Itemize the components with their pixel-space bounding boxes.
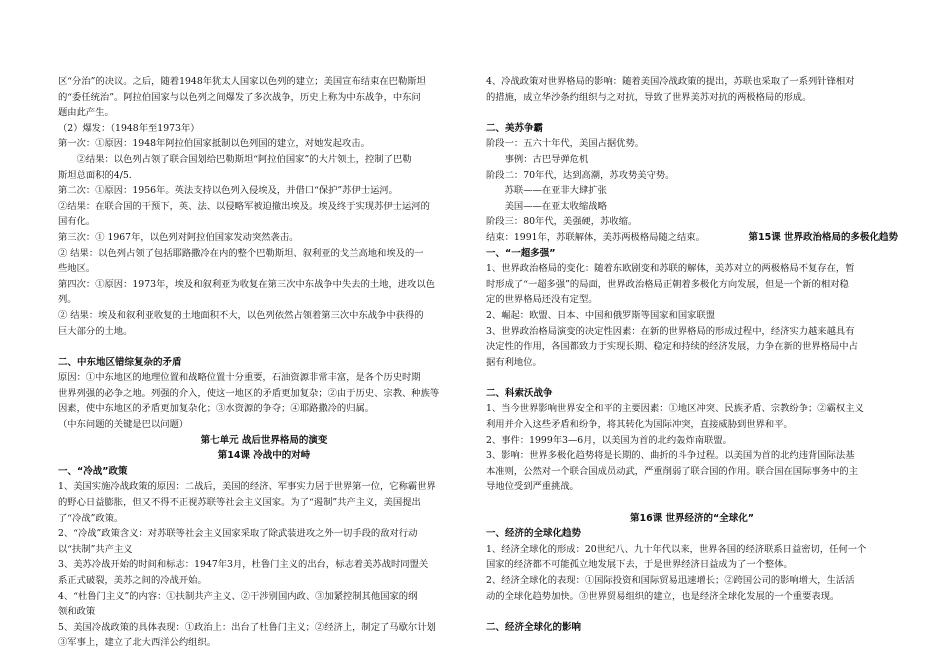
paragraph-line: 因素，使中东地区的矛盾更加复杂化；③水资源的争夺；④耶路撒冷的归属。 — [58, 403, 375, 415]
paragraph-line: 3、美苏冷战开始的时间和标志：1947年3月，杜鲁门主义的出台，标志着美苏战时同盟关 — [58, 559, 429, 571]
unit-title: 第14课 冷战中的对峙 — [217, 450, 311, 462]
section-heading: 二、中东地区错综复杂的矛盾 — [58, 356, 182, 368]
paragraph-line: 1、当今世界影响世界安全和平的主要因素：①地区冲突、民族矛盾、宗教纷争；②霸权主义 — [486, 403, 864, 415]
paragraph-line: 系正式破裂，美苏之间的冷战开始。 — [58, 575, 207, 586]
left-column — [58, 74, 470, 651]
unit-title: 第七单元 战后世界格局的演变 — [200, 434, 328, 446]
blank-line — [486, 370, 898, 386]
paragraph-line: 决定性的作用，各国都致力于实现长期、稳定和持续的经济发展，力争在新的世界格局中占 — [486, 341, 858, 353]
paragraph-line: 事例：古巴导弹危机 — [486, 153, 589, 165]
section-heading: 二、经济全球化的影响 — [486, 621, 582, 633]
paragraph-line: 1、世界政治格局的变化：随着东欧剧变和苏联的解体，美苏对立的两极格局不复存在，暂 — [486, 263, 855, 275]
blank-line — [486, 105, 898, 121]
paragraph-line: 国有化。 — [58, 216, 96, 228]
paragraph-line: 结束：1991年，苏联解体，美苏两极格局随之结束。 — [486, 231, 705, 243]
mixed-line — [486, 230, 898, 246]
paragraph-line: 第一次：①原因：1948年阿拉伯国家抵制以色列国的建立，对她发起攻击。 — [58, 138, 370, 150]
paragraph-line: 1、经济全球化的形成：20世纪八、九十年代以来，世界各国的经济联系日益密切，任何一个 — [486, 543, 867, 555]
section-heading: 一、“一超多强” — [486, 247, 556, 259]
paragraph-line: 利用并介入这些矛盾和纷争，将其转化为国际冲突，直接威胁到世界和平。 — [486, 419, 793, 431]
paragraph-line: 了“冷战”政策。 — [58, 512, 124, 524]
paragraph-line: （中东问题的关键是巴以问题） — [58, 419, 189, 431]
paragraph-line: 动的全球化趋势加快。③世界贸易组织的建立，也是经济全球化发展的一个重要表现。 — [486, 590, 840, 602]
paragraph-line: 阶段二：70年代，达到高潮，苏攻势美守势。 — [486, 169, 675, 181]
paragraph-line: 斯坦总面积的4/5. — [58, 169, 132, 181]
paragraph-line: （2）爆发：（1948年至1973年） — [58, 122, 200, 134]
paragraph-line: 原因：①中东地区的地理位置和战略位置十分重要，石油资源非常丰富，是各个历史时期 — [58, 372, 421, 384]
paragraph-line: 领和政策 — [58, 606, 96, 618]
paragraph-line: ②结果：在联合国的干预下，英、法、以侵略军被迫撤出埃及。埃及终于实现苏伊士运河的 — [58, 200, 430, 212]
paragraph-line: 时形成了“一超多强”的局面，世界政治格局正朝着多极化方向发展，但是一个新的相对稳 — [486, 278, 849, 290]
paragraph-line: 以“扶制”共产主义 — [58, 543, 133, 555]
paragraph-line: 的措施，成立华沙条约组织与之对抗，导致了世界美苏对抗的两极格局的形成。 — [486, 91, 812, 103]
paragraph-line: 第二次：①原因：1956年。英法支持以色列入侵埃及，并借口“保护”苏伊士运河。 — [58, 185, 398, 197]
section-heading: 一、经济的全球化趋势 — [486, 528, 582, 540]
paragraph-line: ② 结果：以色列占领了包括耶路撒冷在内的整个巴勒斯坦、叙利亚的戈兰高地和埃及的一 — [58, 247, 424, 259]
unit-title: 第16课 世界经济的“全球化” — [629, 512, 754, 524]
blank-line — [486, 604, 898, 620]
paragraph-line: 据有利地位。 — [486, 356, 542, 368]
section-heading: 二、科索沃战争 — [486, 387, 553, 399]
paragraph-line: 的野心日益膨胀，但又不得不正视苏联等社会主义国家。为了“遏制”共产主义，美国提出 — [58, 497, 421, 509]
section-heading: 二、美苏争霸 — [486, 122, 544, 134]
paragraph-line: 5、美国冷战政策的具体表现：①政治上：出台了杜鲁门主义；②经济上，制定了马歇尔计划 — [58, 621, 436, 633]
paragraph-line: 美国——在亚太收缩战略 — [486, 200, 607, 212]
paragraph-line: 区“分治”的决议。之后，随着1948年犹太人国家以色列的建立；美国宣布结束在巴勒斯坦 — [58, 76, 426, 87]
paragraph-line: 的“委任统治”。阿拉伯国家与以色列之间爆发了多次战争，历史上称为中东战争，中东问 — [58, 91, 421, 103]
lesson-title: 第15课 世界政治格局的多极化趋势 — [748, 231, 898, 243]
paragraph-line: 定的世界格局还没有定型。 — [486, 294, 598, 306]
paragraph-line: 阶段一：五六十年代，美国占据优势。 — [486, 138, 645, 150]
paragraph-line: 2、事件：1999年3—6月，以美国为首的北约轰炸南联盟。 — [486, 434, 732, 446]
paragraph-line: 巨大部分的土地。 — [58, 325, 133, 337]
paragraph-line: ②结果：以色列占领了联合国划给巴勒斯坦“阿拉伯国家”的大片领土，控制了巴勒 — [58, 153, 412, 165]
paragraph-line: 阶段三：80年代，美强硬，苏收缩。 — [486, 216, 638, 228]
paragraph-line: 苏联——在亚非大肆扩张 — [486, 185, 607, 197]
paragraph-line: 3、世界政治格局演变的决定性因素：在新的世界格局的形成过程中，经济实力越来越具有 — [486, 325, 855, 337]
paragraph-line: 本准则，公然对一个联合国成员动武，严重削弱了联合国的作用。联合国在国际事务中的主 — [486, 465, 858, 477]
paragraph-line: 导地位受到严重挑战。 — [486, 481, 579, 493]
paragraph-line: 4、“杜鲁门主义”的内容：①扶制共产主义、②干涉别国内政、③加紧控制其他国家的纲 — [58, 590, 418, 602]
paragraph-line: 1、美国实施冷战政策的原因：二战后，美国的经济、军事实力居于世界第一位，它称霸世界 — [58, 481, 436, 493]
paragraph-line: 国家的经济都不可能孤立地发展下去，于是世界经济日益成为了一个整体。 — [486, 559, 793, 571]
paragraph-line: 第三次：① 1967年，以色列对阿拉伯国家发动突然袭击。 — [58, 231, 299, 243]
paragraph-line: 2、“冷战”政策含义：对苏联等社会主义国家采取了除武装进攻之外一切手段的敌对行动 — [58, 528, 418, 540]
paragraph-line: 第四次：①原因：1973年，埃及和叙利亚为收复在第三次中东战争中失去的土地，进攻以色 — [58, 278, 435, 290]
paragraph-line: ③军事上，建立了北大西洋公约组织。 — [58, 637, 217, 649]
paragraph-line: 3、影响：世界多极化趋势将是长期的、曲折的斗争过程。以美国为首的北约违背国际法基 — [486, 450, 855, 462]
section-heading: 一、“冷战”政策 — [58, 465, 128, 477]
right-column — [486, 74, 898, 635]
paragraph-line: ② 结果：埃及和叙利亚收复的土地面积不大，以色列依然占领着第三次中东战争中获得的 — [58, 309, 424, 321]
paragraph-line: 世界列强的必争之地。列强的介入，使这一地区的矛盾更加复杂；②由于历史、宗教、种族等 — [58, 387, 440, 399]
paragraph-line: 2、经济全球化的表现：①国际投资和国际贸易迅速增长；②跨国公司的影响增大，生活活 — [486, 575, 855, 586]
paragraph-line: 题由此产生。 — [58, 107, 114, 119]
paragraph-line: 些地区。 — [58, 263, 96, 275]
blank-line — [58, 339, 470, 355]
paragraph-line: 4、冷战政策对世界格局的影响：随着美国冷战政策的提出，苏联也采取了一系列针锋相对 — [486, 76, 855, 87]
blank-line — [486, 495, 898, 511]
paragraph-line: 列。 — [58, 294, 77, 306]
paragraph-line: 2、崛起：欧盟、日本、中国和俄罗斯等国家和国家联盟 — [486, 309, 716, 321]
